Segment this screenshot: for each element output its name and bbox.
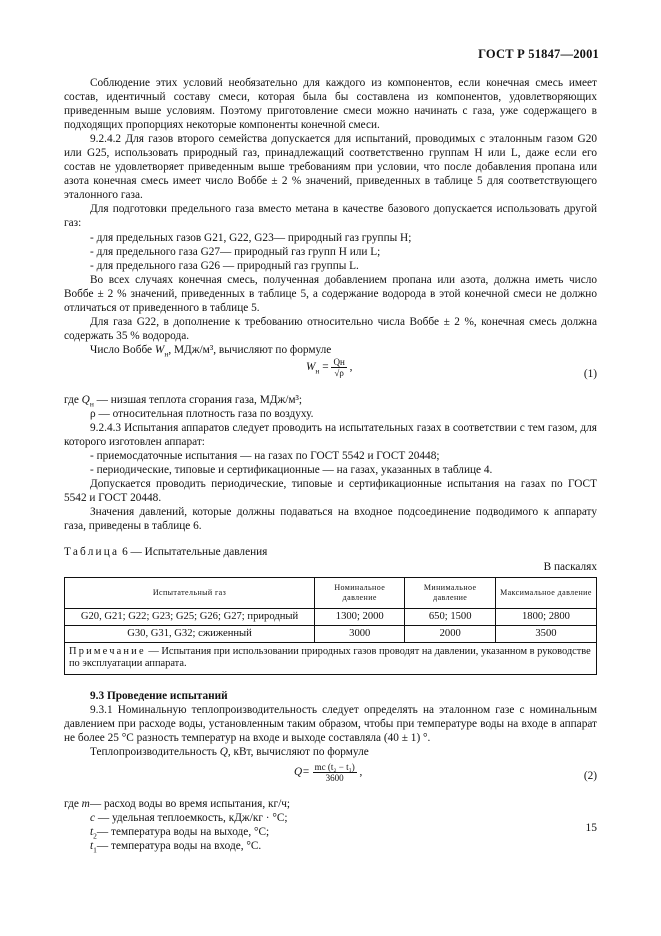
subscript: н (89, 399, 94, 409)
paragraph-9-2-4-2: 9.2.4.2 Для газов второго семейства допускается для испытаний, проводимых с эталонным газом G20 или G25, использовать природный газ, принадлежащий соответственно группам H или L, даже если его состав не удовлетворяет приведенным выше требованиям при условии, что после добавления пропана или азота конечная смесь имеет число Воббе ± 2 % значений, приведенных в таблице 5 для соответствующего эталонного газа. (64, 133, 597, 202)
paragraph: Допускается проводить периодические, типовые и сертификационные испытания на газах по ГОСТ 5542 и ГОСТ 20448. (64, 478, 597, 505)
text: — удельная теплоемкость, кДж/кг · °С; (95, 811, 288, 824)
text: , (356, 765, 363, 778)
section-heading: 9.3 Проведение испытаний (90, 689, 228, 702)
where-clause (64, 825, 597, 839)
list-item: - периодические, типовые и сертификационные — на газах, указанных в таблице 4. (90, 464, 493, 477)
paragraph-9-3-1: 9.3.1 Номинальную теплопроизводительность следует определять на эталонном газе с номинальным давлением при расходе воды, установленным таким образом, чтобы при температуре воды на входе в аппарат не более 25 °С разность температур на входе и выходе составляла (40 ± 1) °. (64, 703, 597, 744)
numerator: Qн (333, 356, 345, 367)
variable: m (81, 797, 90, 810)
variable: t (90, 839, 94, 852)
table-row (65, 625, 597, 642)
paragraph: Для газа G22, в дополнение к требованию относительно числа Воббе ± 2 %, конечная смесь должна содержать 35 % водорода. (64, 315, 597, 342)
variable: Q (81, 393, 90, 406)
text: Число Воббе (90, 343, 155, 356)
formula-expression (294, 762, 362, 783)
formula-expression (306, 357, 352, 378)
list-item: - приемосдаточные испытания — на газах по ГОСТ 5542 и ГОСТ 20448; (90, 450, 440, 463)
equation-number: (1) (583, 367, 597, 380)
variable: c (90, 811, 96, 824)
note-text: — Испытания при использовании природных газов проводят на давлении, указанном в руководстве по эксплуатации аппарата. (69, 645, 591, 670)
table-caption: 6 — Испытательные давления (119, 546, 268, 559)
fraction (313, 762, 357, 783)
list-item: - для предельного газа G27— природный газ групп H или L; (90, 245, 381, 258)
table-cell: G20, G21; G22; G23; G25; G26; G27; природный (65, 608, 315, 625)
subscript: 2 (93, 831, 97, 841)
where-clause (64, 811, 597, 825)
text: где (64, 393, 82, 406)
note-label: Примечание (69, 645, 146, 657)
text: Теплопроизводительность (90, 745, 220, 758)
variable: Q (219, 745, 228, 758)
text: — низшая теплота сгорания газа, МДж/м³; (93, 393, 303, 406)
variable: t (90, 825, 94, 838)
where-clause (64, 393, 597, 407)
pressure-table (64, 577, 597, 675)
formula-lhs: Q= (294, 765, 310, 778)
table-cell: 1300; 2000 (315, 608, 405, 625)
table-cell: 2000 (405, 625, 495, 642)
denominator: 3600 (325, 772, 344, 783)
table-cell: 650; 1500 (405, 608, 495, 625)
paragraph (64, 745, 597, 759)
column-header: Номинальное давление (315, 577, 405, 608)
subscript: н (315, 366, 320, 376)
document-header-id: ГОСТ Р 51847—2001 (478, 47, 599, 61)
page-number: 15 (585, 822, 597, 834)
column-header: Максимальное давление (495, 577, 596, 608)
fraction (331, 357, 346, 378)
table-row (65, 608, 597, 625)
where-clause (64, 797, 597, 811)
variable: W (154, 343, 165, 356)
column-header: Испытательный газ (65, 577, 315, 608)
where-clause: ρ — относительная плотность газа по воздуху. (90, 407, 314, 420)
formula-lhs: W (306, 361, 316, 374)
table-unit: В паскалях (543, 561, 597, 574)
table-cell: G30, G31, G32; сжиженный (65, 625, 315, 642)
paragraph (64, 343, 597, 357)
paragraph-9-2-4-3: 9.2.4.3 Испытания аппаратов следует проводить на испытательных газах в соответствии с тем газом, для которого изготовлен аппарат: (64, 422, 597, 449)
list-item: - для предельного газа G26 — природный газ группы L. (90, 259, 359, 272)
table-cell: 3000 (315, 625, 405, 642)
column-header: Минимальное давление (405, 577, 495, 608)
text: где (64, 797, 82, 810)
table-label: Таблица (64, 546, 120, 559)
paragraph: Соблюдение этих условий необязательно для каждого из компонентов, если конечная смесь имеет состав, идентичный составу смеси, которая была бы составлена из компонентов, удовлетворяющих приведенным выше условиям. Поэтому приготовление смеси можно начинать с газа, уже содержащего в подходящих пропорциях некоторые компоненты конечной смеси. (64, 77, 597, 132)
formula-wobbe (64, 357, 597, 393)
where-clause (64, 839, 597, 853)
table-note-row (65, 642, 597, 674)
paragraph: Для подготовки предельного газа вместо метана в качестве базового допускается использовать другой газ: (64, 203, 597, 230)
table-title (64, 545, 597, 559)
subscript: н (164, 349, 169, 359)
equals-sign: = (319, 361, 332, 374)
text: , кВт, вычисляют по формуле (227, 745, 369, 758)
table-header-row (65, 577, 597, 608)
table-note (65, 642, 597, 674)
formula-heat-output (64, 759, 597, 797)
table-cell: 3500 (495, 625, 596, 642)
numerator: mc (t₂ − t₁) (314, 761, 355, 772)
paragraph: Значения давлений, которые должны подаваться на входное подсоединение подводимого к аппарату газа, приведены в таблице 6. (64, 506, 597, 533)
table-cell: 1800; 2800 (495, 608, 596, 625)
text: , (346, 361, 353, 374)
subscript: 1 (93, 845, 97, 855)
text: — расход воды во время испытания, кг/ч; (89, 797, 291, 810)
text: , МДж/м³, вычисляют по формуле (168, 343, 332, 356)
denominator: √ρ (334, 367, 344, 378)
text: — температура воды на выходе, °С; (96, 825, 270, 838)
list-item: - для предельных газов G21, G22, G23— природный газ группы H; (90, 231, 412, 244)
body-text (64, 76, 597, 853)
paragraph: Во всех случаях конечная смесь, полученная добавлением пропана или азота, должна иметь число Воббе ± 2 % значений, приведенных в таблице 5, а содержание водорода в этой конечной смеси не должно отличаться от приведенного в таблице 5. (64, 273, 597, 314)
equation-number: (2) (583, 769, 597, 782)
text: — температура воды на входе, °С. (96, 839, 262, 852)
